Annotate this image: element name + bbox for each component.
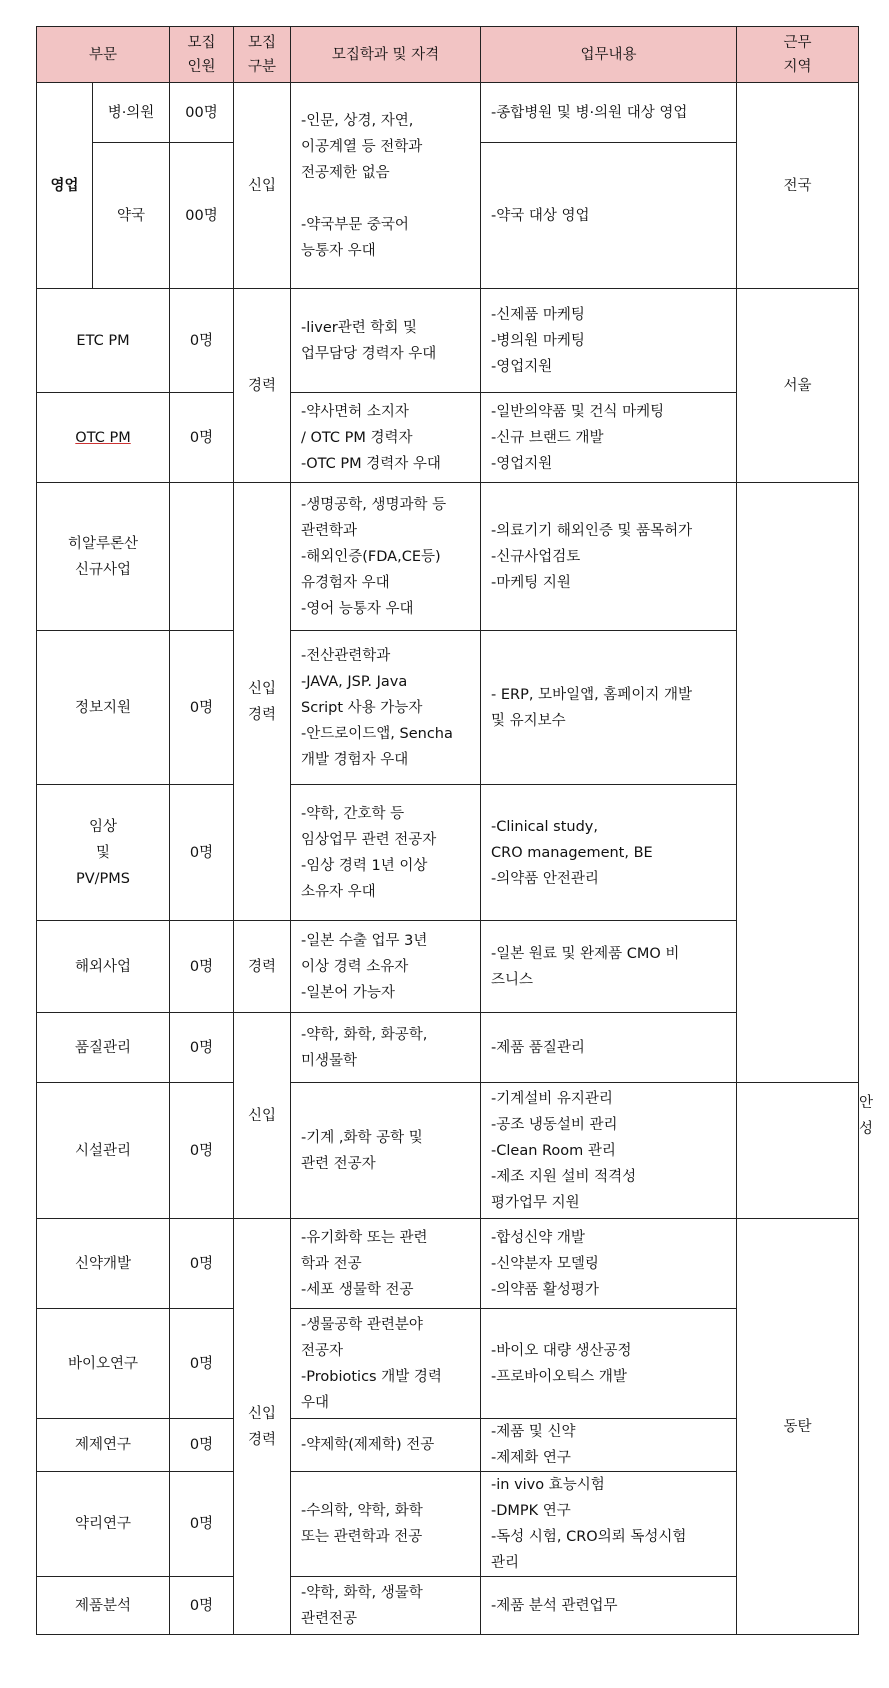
header-row — [37, 27, 859, 83]
it-duties: - ERP, 모바일앱, 홈페이지 개발 및 유지보수 — [481, 631, 737, 785]
sales-division: 영업 — [37, 83, 93, 289]
table-row — [37, 1577, 859, 1635]
facility-division: 시설관리 — [37, 1083, 170, 1219]
pharmacology-count: 0명 — [170, 1472, 234, 1577]
hyaluronic-it-type: 신입 경력 — [234, 483, 291, 921]
overseas-count: 0명 — [170, 921, 234, 1013]
recruitment-table — [36, 26, 874, 1635]
header-division: 부문 — [37, 27, 170, 83]
analysis-division: 제품분석 — [37, 1577, 170, 1635]
sales-duties-pharmacy: -약국 대상 영업 — [481, 143, 737, 289]
table-row — [37, 1083, 859, 1219]
pharmacology-division: 약리연구 — [37, 1472, 170, 1577]
formulation-duties: -제품 및 신약 -제제화 연구 — [481, 1419, 737, 1472]
it-count: 0명 — [170, 631, 234, 785]
formulation-qualification: -약제학(제제학) 전공 — [291, 1419, 481, 1472]
otc-pm-duties: -일반의약품 및 건식 마케팅 -신규 브랜드 개발 -영업지원 — [481, 393, 737, 483]
hyaluronic-division: 히알루론산 신규사업 — [37, 483, 170, 631]
hyaluronic-duties: -의료기기 해외인증 및 품목허가 -신규사업검토 -마케팅 지원 — [481, 483, 737, 631]
sales-hospital-count: 00명 — [170, 83, 234, 143]
clinical-duties: -Clinical study, CRO management, BE -의약품 안전관리 — [481, 785, 737, 921]
table-row — [37, 1219, 859, 1309]
overseas-type: 경력 — [234, 921, 291, 1013]
quality-qualification: -약학, 화학, 화공학, 미생물학 — [291, 1013, 481, 1083]
sales-duties-hospital: -종합병원 및 병·의원 대상 영업 — [481, 83, 737, 143]
table-row — [37, 483, 859, 631]
bio-count: 0명 — [170, 1309, 234, 1419]
formulation-division: 제제연구 — [37, 1419, 170, 1472]
table-row — [37, 921, 859, 1013]
newdrug-count: 0명 — [170, 1219, 234, 1309]
newdrug-qualification: -유기화학 또는 관련 학과 전공 -세포 생물학 전공 — [291, 1219, 481, 1309]
header-duties: 업무내용 — [481, 27, 737, 83]
otc-pm-qualification: -약사면허 소지자 / OTC PM 경력자 -OTC PM 경력자 우대 — [291, 393, 481, 483]
facility-duties: -기계설비 유지관리 -공조 냉동설비 관리 -Clean Room 관리 -제조 지원 설비 적격성 평가업무 지원 — [481, 1083, 737, 1219]
sales-sub-hospital: 병·의원 — [93, 83, 170, 143]
table-row — [37, 1472, 859, 1577]
analysis-qualification: -약학, 화학, 생물학 관련전공 — [291, 1577, 481, 1635]
sales-qualification: -인문, 상경, 자연, 이공계열 등 전학과 전공제한 없음 -약국부문 중국어 능통자 우대 — [291, 83, 481, 289]
analysis-duties: -제품 분석 관련업무 — [481, 1577, 737, 1635]
formulation-count: 0명 — [170, 1419, 234, 1472]
header-location: 근무 지역 — [737, 27, 859, 83]
facility-count: 0명 — [170, 1083, 234, 1219]
table-row — [37, 1309, 859, 1419]
etc-pm-count: 0명 — [170, 289, 234, 393]
analysis-count: 0명 — [170, 1577, 234, 1635]
quality-facility-type: 신입 — [234, 1013, 291, 1219]
overseas-qualification: -일본 수출 업무 3년 이상 경력 소유자 -일본어 가능자 — [291, 921, 481, 1013]
seoul-location: 서울 — [737, 289, 859, 483]
header-qualification: 모집학과 및 자격 — [291, 27, 481, 83]
it-qualification: -전산관련학과 -JAVA, JSP. Java Script 사용 가능자 -안드로이드앱, Sencha 개발 경험자 우대 — [291, 631, 481, 785]
hyaluronic-qualification: -생명공학, 생명과학 등 관련학과 -해외인증(FDA,CE등) 유경험자 우대 -영어 능통자 우대 — [291, 483, 481, 631]
bio-division: 바이오연구 — [37, 1309, 170, 1419]
it-division: 정보지원 — [37, 631, 170, 785]
pharmacology-qualification: -수의학, 약학, 화학 또는 관련학과 전공 — [291, 1472, 481, 1577]
header-type: 모집 구분 — [234, 27, 291, 83]
table-row — [37, 785, 859, 921]
pharmacology-duties: -in vivo 효능시험 -DMPK 연구 -독성 시험, CRO의뢰 독성시험 관리 — [481, 1472, 737, 1577]
table-row — [37, 289, 859, 393]
bio-qualification: -생물공학 관련분야 전공자 -Probiotics 개발 경력 우대 — [291, 1309, 481, 1419]
clinical-count: 0명 — [170, 785, 234, 921]
otc-pm-count: 0명 — [170, 393, 234, 483]
sales-type: 신입 — [234, 83, 291, 289]
overseas-division: 해외사업 — [37, 921, 170, 1013]
location-blank — [737, 483, 859, 1083]
newdrug-division: 신약개발 — [37, 1219, 170, 1309]
clinical-division: 임상 및 PV/PMS — [37, 785, 170, 921]
table-row — [37, 83, 859, 143]
sales-location: 전국 — [737, 83, 859, 289]
table-row — [37, 393, 859, 483]
dongtan-location: 동탄 — [737, 1219, 859, 1635]
pm-type: 경력 — [234, 289, 291, 483]
clinical-qualification: -약학, 간호학 등 임상업무 관련 전공자 -임상 경력 1년 이상 소유자 우대 — [291, 785, 481, 921]
otc-pm-division: OTC PM — [37, 393, 170, 483]
hyaluronic-count — [170, 483, 234, 631]
newdrug-duties: -합성신약 개발 -신약분자 모델링 -의약품 활성평가 — [481, 1219, 737, 1309]
etc-pm-qualification: -liver관련 학회 및 업무담당 경력자 우대 — [291, 289, 481, 393]
quality-count: 0명 — [170, 1013, 234, 1083]
overseas-duties: -일본 원료 및 완제품 CMO 비 즈니스 — [481, 921, 737, 1013]
header-headcount: 모집 인원 — [170, 27, 234, 83]
etc-pm-duties: -신제품 마케팅 -병의원 마케팅 -영업지원 — [481, 289, 737, 393]
quality-division: 품질관리 — [37, 1013, 170, 1083]
table-row — [37, 1419, 859, 1472]
research-type: 신입 경력 — [234, 1219, 291, 1635]
sales-sub-pharmacy: 약국 — [93, 143, 170, 289]
facility-qualification: -기계 ,화학 공학 및 관련 전공자 — [291, 1083, 481, 1219]
quality-duties: -제품 품질관리 — [481, 1013, 737, 1083]
sales-pharmacy-count: 00명 — [170, 143, 234, 289]
table-row: 품질관리 0명 신입 -약학, 화학, 화공학, 미생물학 -제품 품질관리 안성 — [37, 1013, 859, 1083]
bio-duties: -바이오 대량 생산공정 -프로바이오틱스 개발 — [481, 1309, 737, 1419]
etc-pm-division: ETC PM — [37, 289, 170, 393]
table-row — [37, 631, 859, 785]
